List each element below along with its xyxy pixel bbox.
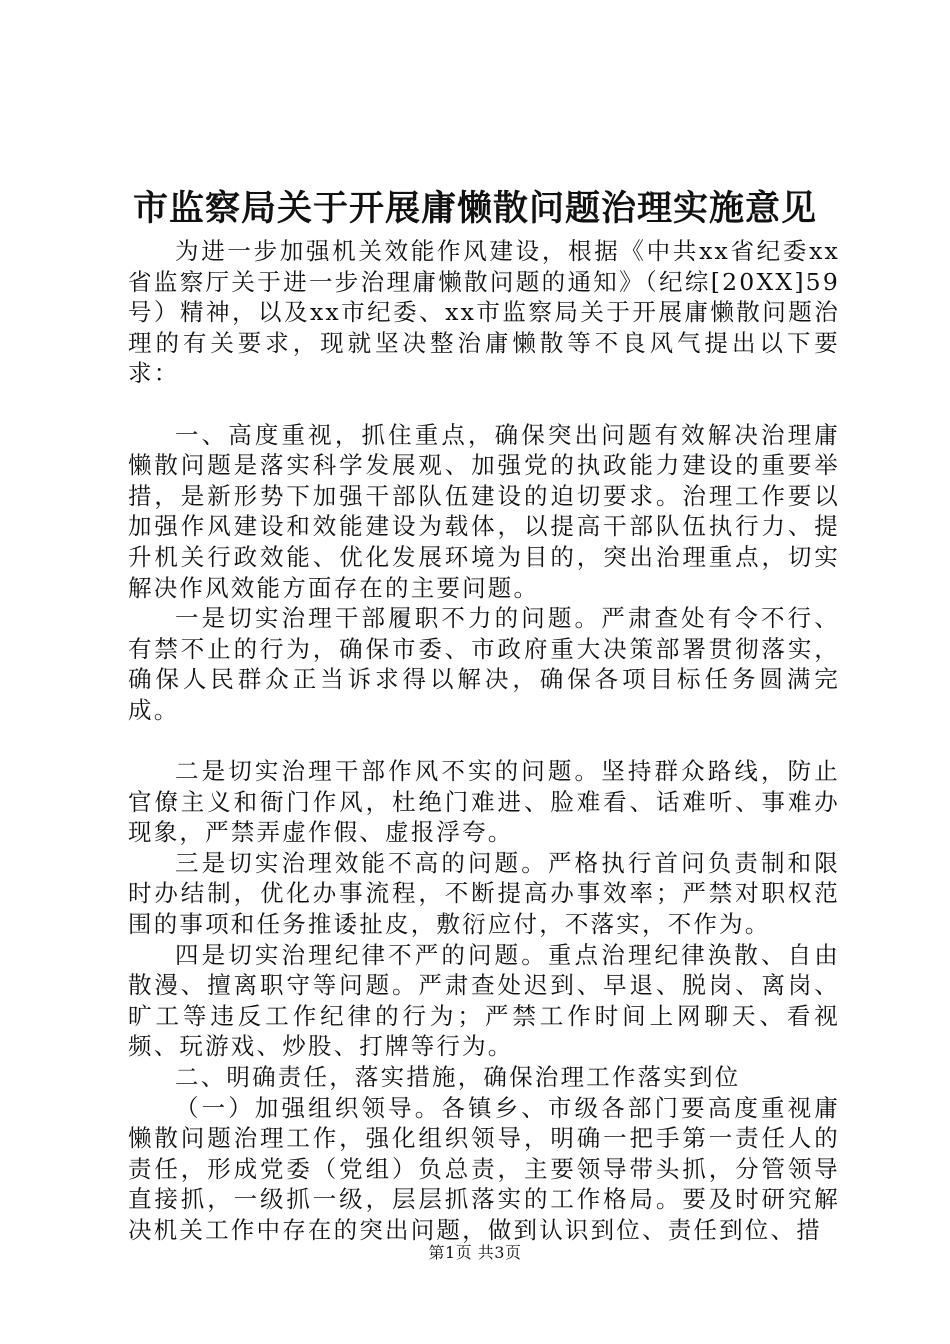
paragraph-item-2: 二是切实治理干部作风不实的问题。坚持群众路线，防止官僚主义和衙门作风，杜绝门难进、脸难看、话难听、事难办现象，严禁弄虚作假、虚报浮夸。 xyxy=(128,757,840,847)
paragraph-subsection-1: （一）加强组织领导。各镇乡、市级各部门要高度重视庸懒散问题治理工作，强化组织领导，明确一把手第一责任人的责任，形成党委（党组）负总责，主要领导带头抓，分管领导直接抓，一级抓一级，层层抓落实的工作格局。要及时研究解决机关工作中存在的突出问题，做到认识到位、责任到位、措 xyxy=(128,1093,840,1244)
paragraph-item-4: 四是切实治理纪律不严的问题。重点治理纪律涣散、自由散漫、擅离职守等问题。严肃查处迟到、早退、脱岗、离岗、旷工等违反工作纪律的行为；严禁工作时间上网聊天、看视频、玩游戏、炒股、打牌等行为。 xyxy=(128,940,840,1061)
page-number: 第1页 共3页 xyxy=(428,1243,522,1262)
document-title: 市监察局关于开展庸懒散问题治理实施意见 xyxy=(132,188,817,229)
document-body xyxy=(128,236,840,1246)
paragraph-section-1: 一、高度重视，抓住重点，确保突出问题有效解决治理庸懒散问题是落实科学发展观、加强党的执政能力建设的重要举措，是新形势下加强干部队伍建设的迫切要求。治理工作要以加强作风建设和效能建设为载体，以提高干部队伍执行力、提升机关行政效能、优化发展环境为目的，突出治理重点，切实解决作风效能方面存在的主要问题。 xyxy=(128,420,840,602)
paragraph-section-2: 二、明确责任，落实措施，确保治理工作落实到位 xyxy=(175,1063,741,1092)
paragraph-item-3: 三是切实治理效能不高的问题。严格执行首问负责制和限时办结制，优化办事流程，不断提高办事效率；严禁对职权范围的事项和任务推诿扯皮，敷衍应付，不落实，不作为。 xyxy=(128,848,840,939)
paragraph-item-1: 一是切实治理干部履职不力的问题。严肃查处有令不行、有禁不止的行为，确保市委、市政府重大决策部署贯彻落实，确保人民群众正当诉求得以解决，确保各项目标任务圆满完成。 xyxy=(128,604,840,724)
paragraph-intro: 为进一步加强机关效能作风建设，根据《中共xx省纪委xx省监察厅关于进一步治理庸懒散问题的通知》（纪综[20XX]59号）精神，以及xx市纪委、xx市监察局关于开展庸懒散问题治理的有关要求，现就坚决整治庸懒散等不良风气提出以下要求： xyxy=(128,237,840,388)
